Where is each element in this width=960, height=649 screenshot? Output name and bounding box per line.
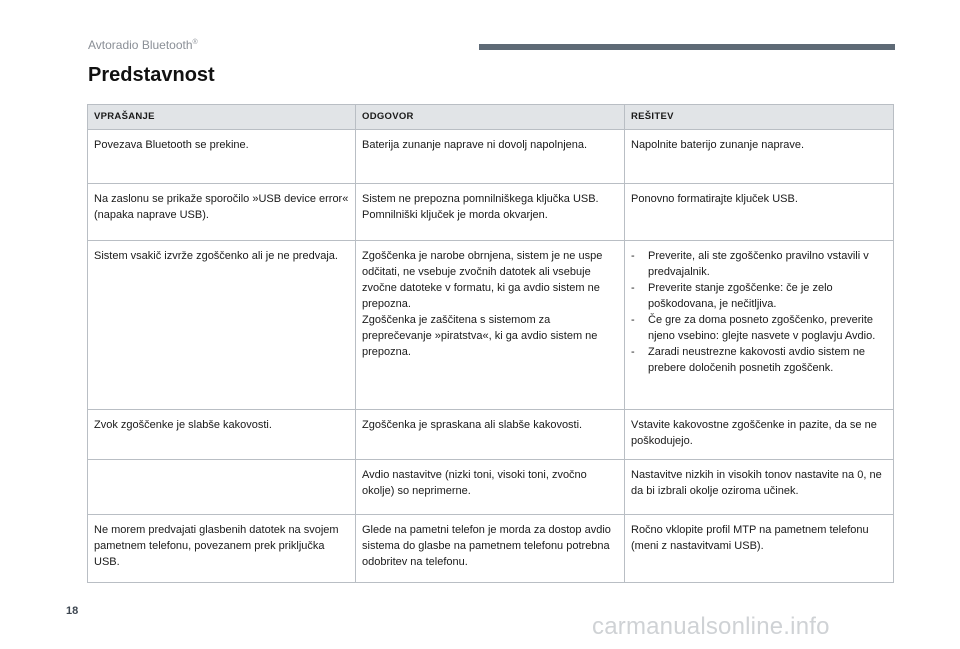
table-row (88, 460, 894, 515)
page-number: 18 (66, 605, 79, 617)
bullet-mark: - (631, 314, 635, 326)
solution-cell (625, 130, 894, 184)
answer-cell (356, 460, 625, 515)
column-header-question: VPRAŠANJE (88, 105, 356, 130)
question-cell: Povezava Bluetooth se prekine. (88, 130, 356, 184)
solution-cell (625, 184, 894, 241)
solution-text: Ponovno formatirajte ključek USB. (631, 193, 798, 205)
solution-bullet: - Preverite stanje zgoščenke: če je zelo poškodovana, je nečitljiva. (631, 282, 833, 310)
answer-cell (356, 241, 625, 410)
section-title: Avtoradio Bluetooth® (88, 38, 198, 52)
bullet-mark: - (631, 250, 635, 262)
answer-text: Zgoščenka je zaščitena s sistemom za preprečevanje »piratstva«, ki ga avdio sistem ne prepozna. (362, 314, 598, 358)
answer-text: Pomnilniški ključek je morda okvarjen. (362, 209, 548, 221)
answer-cell (356, 410, 625, 460)
question-cell: Na zaslonu se prikaže sporočilo »USB device error« (napaka naprave USB). (88, 184, 356, 241)
troubleshooting-table (87, 104, 894, 583)
answer-text: Zgoščenka je spraskana ali slabše kakovosti. (362, 419, 583, 431)
bullet-mark: - (631, 282, 635, 294)
page-title: Predstavnost (88, 64, 215, 86)
table-header-row (88, 105, 894, 130)
question-cell: Sistem vsakič izvrže zgoščenko ali je ne predvaja. (88, 241, 356, 410)
question-cell: Ne morem predvajati glasbenih datotek na svojem pametnem telefonu, povezanem prek priključka USB. (88, 515, 356, 583)
solution-bullet: - Če gre za doma posneto zgoščenko, preverite njeno vsebino: glejte nasvete v poglavju Avdio. (631, 314, 876, 342)
solution-cell (625, 241, 894, 410)
watermark: carmanualsonline.info (592, 613, 830, 640)
question-cell-continued (88, 460, 356, 515)
answer-text: Sistem ne prepozna pomnilniškega ključka USB. (362, 193, 599, 205)
answer-cell (356, 184, 625, 241)
solution-text: Nastavitve nizkih in visokih tonov nastavite na 0, ne da bi izbrali okolje oziroma učinek. (631, 469, 882, 497)
answer-cell (356, 515, 625, 583)
answer-text: Avdio nastavitve (nizki toni, visoki toni, zvočno okolje) so neprimerne. (362, 469, 587, 497)
column-header-answer: ODGOVOR (356, 105, 625, 130)
question-cell: Zvok zgoščenke je slabše kakovosti. (88, 410, 356, 460)
table-row (88, 184, 894, 241)
solution-text: Vstavite kakovostne zgoščenke in pazite, da se ne poškodujejo. (631, 419, 877, 447)
column-header-solution: REŠITEV (625, 105, 894, 130)
bullet-mark: - (631, 346, 635, 358)
solution-cell (625, 515, 894, 583)
solution-text: Napolnite baterijo zunanje naprave. (631, 139, 805, 151)
solution-bullet: - Zaradi neustrezne kakovosti avdio sistem ne prebere določenih posnetih zgoščenk. (631, 346, 866, 374)
solution-cell (625, 460, 894, 515)
table-row (88, 410, 894, 460)
solution-text: Ročno vklopite profil MTP na pametnem telefonu (meni z nastavitvami USB). (631, 524, 869, 552)
table-row (88, 130, 894, 184)
table-row (88, 515, 894, 583)
answer-text: Zgoščenka je narobe obrnjena, sistem je ne uspe odčitati, ne vsebuje zvočnih datotek ali vsebuje zvočne datoteke v formatu, ki ga avdio sistem ne prepozna. (362, 250, 603, 310)
table-row (88, 241, 894, 410)
answer-text: Baterija zunanje naprave ni dovolj napolnjena. (362, 139, 588, 151)
solution-cell (625, 410, 894, 460)
answer-cell (356, 130, 625, 184)
answer-text: Glede na pametni telefon je morda za dostop avdio sistema do glasbe na pametnem telefonu potrebna odobritev na telefonu. (362, 524, 611, 568)
header-bar (479, 44, 895, 50)
solution-bullet: - Preverite, ali ste zgoščenko pravilno vstavili v predvajalnik. (631, 250, 869, 278)
